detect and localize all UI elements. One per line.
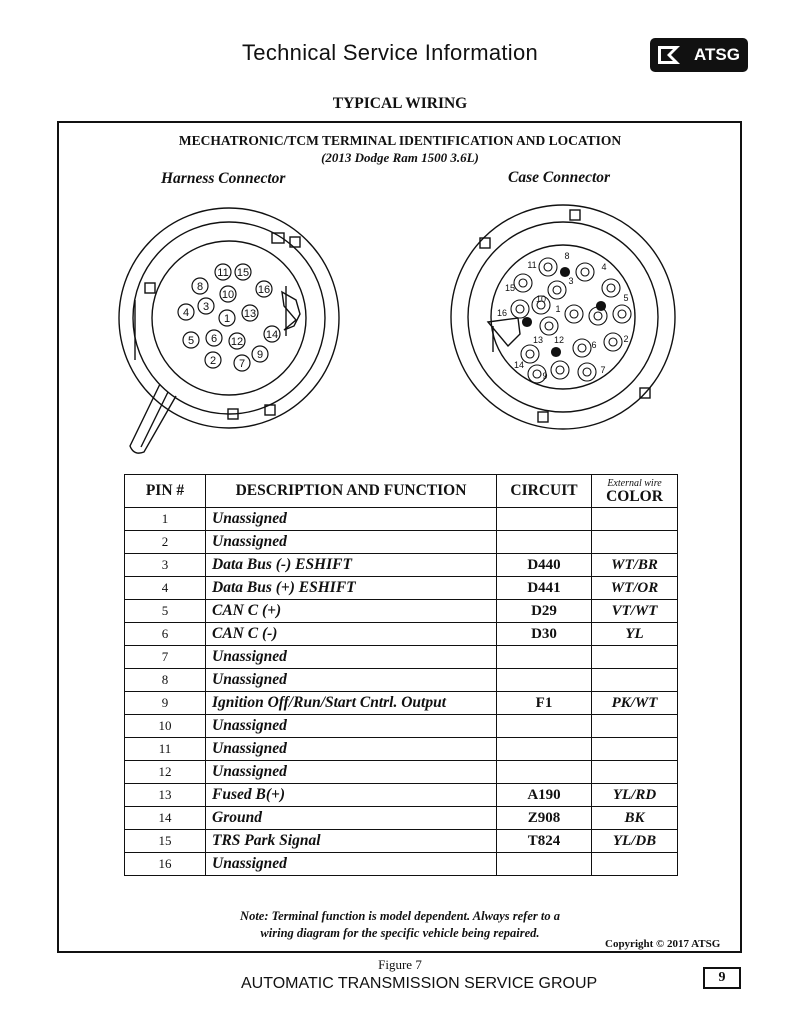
svg-text:1: 1 bbox=[223, 313, 231, 325]
circuit-cell: F1 bbox=[497, 692, 592, 715]
svg-text:12: 12 bbox=[553, 335, 565, 345]
svg-text:13: 13 bbox=[243, 308, 257, 320]
color-cell bbox=[592, 761, 678, 784]
description-cell: Unassigned bbox=[206, 853, 497, 876]
pin-cell: 2 bbox=[125, 531, 206, 554]
diagram-subtitle: (2013 Dodge Ram 1500 3.6L) bbox=[321, 150, 479, 165]
circuit-cell bbox=[497, 715, 592, 738]
circuit-cell bbox=[497, 761, 592, 784]
pin-column-header: PIN # bbox=[125, 475, 206, 508]
svg-text:12: 12 bbox=[230, 336, 244, 348]
diagram-title: MECHATRONIC/TCM TERMINAL IDENTIFICATION AND LOCATION bbox=[178, 133, 622, 148]
color-column-header bbox=[592, 475, 678, 508]
description-cell: Unassigned bbox=[206, 669, 497, 692]
circuit-cell: T824 bbox=[497, 830, 592, 853]
circuit-cell bbox=[497, 508, 592, 531]
color-cell: WT/BR bbox=[592, 554, 678, 577]
circuit-cell bbox=[497, 738, 592, 761]
pin-cell: 4 bbox=[125, 577, 206, 600]
circuit-cell: A190 bbox=[497, 784, 592, 807]
description-cell: Unassigned bbox=[206, 531, 497, 554]
description-cell: TRS Park Signal bbox=[206, 830, 497, 853]
svg-text:4: 4 bbox=[601, 262, 607, 272]
svg-text:7: 7 bbox=[238, 358, 246, 370]
svg-text:2: 2 bbox=[209, 355, 217, 367]
table-row bbox=[125, 715, 678, 738]
color-cell bbox=[592, 853, 678, 876]
color-cell: YL bbox=[592, 623, 678, 646]
description-cell: CAN C (-) bbox=[206, 623, 497, 646]
svg-text:15: 15 bbox=[504, 283, 516, 293]
description-cell: Data Bus (+) ESHIFT bbox=[206, 577, 497, 600]
case-connector-label: Case Connector bbox=[508, 169, 611, 186]
svg-text:9: 9 bbox=[256, 349, 264, 361]
svg-text:11: 11 bbox=[527, 260, 537, 270]
description-cell: Unassigned bbox=[206, 738, 497, 761]
pin-cell: 11 bbox=[125, 738, 206, 761]
circuit-cell: Z908 bbox=[497, 807, 592, 830]
svg-text:14: 14 bbox=[513, 360, 525, 370]
color-cell: YL/RD bbox=[592, 784, 678, 807]
circuit-column-header: CIRCUIT bbox=[497, 475, 592, 508]
pin-cell: 6 bbox=[125, 623, 206, 646]
harness-pins bbox=[178, 264, 280, 371]
svg-text:5: 5 bbox=[187, 335, 195, 347]
table-row bbox=[125, 531, 678, 554]
table-row bbox=[125, 669, 678, 692]
section-title: TYPICAL WIRING bbox=[332, 95, 468, 112]
table-row bbox=[125, 577, 678, 600]
pin-cell: 10 bbox=[125, 715, 206, 738]
case-connector-drawing bbox=[451, 205, 675, 429]
table-row bbox=[125, 508, 678, 531]
connector-diagrams bbox=[0, 0, 800, 470]
color-cell bbox=[592, 508, 678, 531]
pin-table bbox=[124, 474, 678, 876]
color-cell bbox=[592, 738, 678, 761]
circuit-cell: D441 bbox=[497, 577, 592, 600]
table-row bbox=[125, 692, 678, 715]
circuit-cell bbox=[497, 853, 592, 876]
pin-cell: 3 bbox=[125, 554, 206, 577]
pin-cell: 5 bbox=[125, 600, 206, 623]
svg-text:6: 6 bbox=[210, 333, 218, 345]
circuit-cell bbox=[497, 669, 592, 692]
svg-text:15: 15 bbox=[236, 267, 250, 279]
color-cell: WT/OR bbox=[592, 577, 678, 600]
svg-text:7: 7 bbox=[600, 365, 606, 375]
circuit-cell: D29 bbox=[497, 600, 592, 623]
pin-table-body bbox=[125, 508, 678, 876]
table-row bbox=[125, 807, 678, 830]
circuit-cell bbox=[497, 646, 592, 669]
description-cell: Unassigned bbox=[206, 508, 497, 531]
note-line-2: wiring diagram for the specific vehicle being repaired. bbox=[260, 926, 540, 940]
description-cell: Unassigned bbox=[206, 715, 497, 738]
table-row bbox=[125, 623, 678, 646]
pin-cell: 16 bbox=[125, 853, 206, 876]
figure-caption: Figure 7 bbox=[378, 957, 422, 972]
svg-text:1: 1 bbox=[555, 304, 561, 314]
circuit-cell bbox=[497, 531, 592, 554]
pin-cell: 7 bbox=[125, 646, 206, 669]
pin-cell: 12 bbox=[125, 761, 206, 784]
table-row bbox=[125, 853, 678, 876]
svg-text:4: 4 bbox=[182, 307, 190, 319]
description-cell: Ground bbox=[206, 807, 497, 830]
svg-text:9: 9 bbox=[542, 371, 548, 381]
svg-text:6: 6 bbox=[591, 340, 597, 350]
description-cell: CAN C (+) bbox=[206, 600, 497, 623]
footer-text: AUTOMATIC TRANSMISSION SERVICE GROUP bbox=[241, 975, 598, 992]
color-cell bbox=[592, 669, 678, 692]
circuit-cell: D440 bbox=[497, 554, 592, 577]
harness-connector-drawing bbox=[119, 208, 339, 453]
table-row bbox=[125, 554, 678, 577]
svg-text:16: 16 bbox=[496, 308, 508, 318]
pin-cell: 9 bbox=[125, 692, 206, 715]
pin-cell: 1 bbox=[125, 508, 206, 531]
svg-text:3: 3 bbox=[568, 276, 574, 286]
color-cell: BK bbox=[592, 807, 678, 830]
color-cell bbox=[592, 715, 678, 738]
table-row bbox=[125, 738, 678, 761]
svg-text:2: 2 bbox=[623, 334, 629, 344]
pin-cell: 15 bbox=[125, 830, 206, 853]
description-cell: Fused B(+) bbox=[206, 784, 497, 807]
note-line-1: Note: Terminal function is model dependent. Always refer to a bbox=[240, 909, 560, 923]
svg-text:10: 10 bbox=[221, 289, 235, 301]
color-cell bbox=[592, 646, 678, 669]
svg-text:16: 16 bbox=[257, 284, 271, 296]
description-cell: Data Bus (-) ESHIFT bbox=[206, 554, 497, 577]
table-row bbox=[125, 784, 678, 807]
note bbox=[170, 908, 630, 942]
circuit-cell: D30 bbox=[497, 623, 592, 646]
copyright: Copyright © 2017 ATSG bbox=[605, 938, 721, 950]
description-cell: Unassigned bbox=[206, 646, 497, 669]
pin-cell: 13 bbox=[125, 784, 206, 807]
page-header-title: Technical Service Information bbox=[242, 40, 539, 65]
description-cell: Unassigned bbox=[206, 761, 497, 784]
color-cell bbox=[592, 531, 678, 554]
svg-text:3: 3 bbox=[202, 301, 210, 313]
pin-cell: 8 bbox=[125, 669, 206, 692]
description-column-header: DESCRIPTION AND FUNCTION bbox=[206, 475, 497, 508]
table-row bbox=[125, 646, 678, 669]
svg-text:14: 14 bbox=[265, 329, 279, 341]
table-row bbox=[125, 600, 678, 623]
svg-text:8: 8 bbox=[196, 281, 204, 293]
svg-text:10: 10 bbox=[535, 294, 547, 304]
svg-text:11: 11 bbox=[217, 267, 229, 279]
color-cell: YL/DB bbox=[592, 830, 678, 853]
pin-cell: 14 bbox=[125, 807, 206, 830]
color-header-label: COLOR bbox=[606, 487, 663, 505]
harness-connector-label: Harness Connector bbox=[161, 170, 286, 187]
svg-text:5: 5 bbox=[623, 293, 629, 303]
color-cell: PK/WT bbox=[592, 692, 678, 715]
svg-text:8: 8 bbox=[564, 251, 570, 261]
table-row bbox=[125, 761, 678, 784]
svg-text:13: 13 bbox=[532, 335, 544, 345]
logo-text: ATSG bbox=[694, 45, 740, 64]
description-cell: Ignition Off/Run/Start Cntrl. Output bbox=[206, 692, 497, 715]
table-row bbox=[125, 830, 678, 853]
table-header-row bbox=[125, 475, 678, 508]
page-number: 9 bbox=[703, 967, 741, 989]
color-cell: VT/WT bbox=[592, 600, 678, 623]
external-wire-note: External wire bbox=[607, 477, 662, 489]
